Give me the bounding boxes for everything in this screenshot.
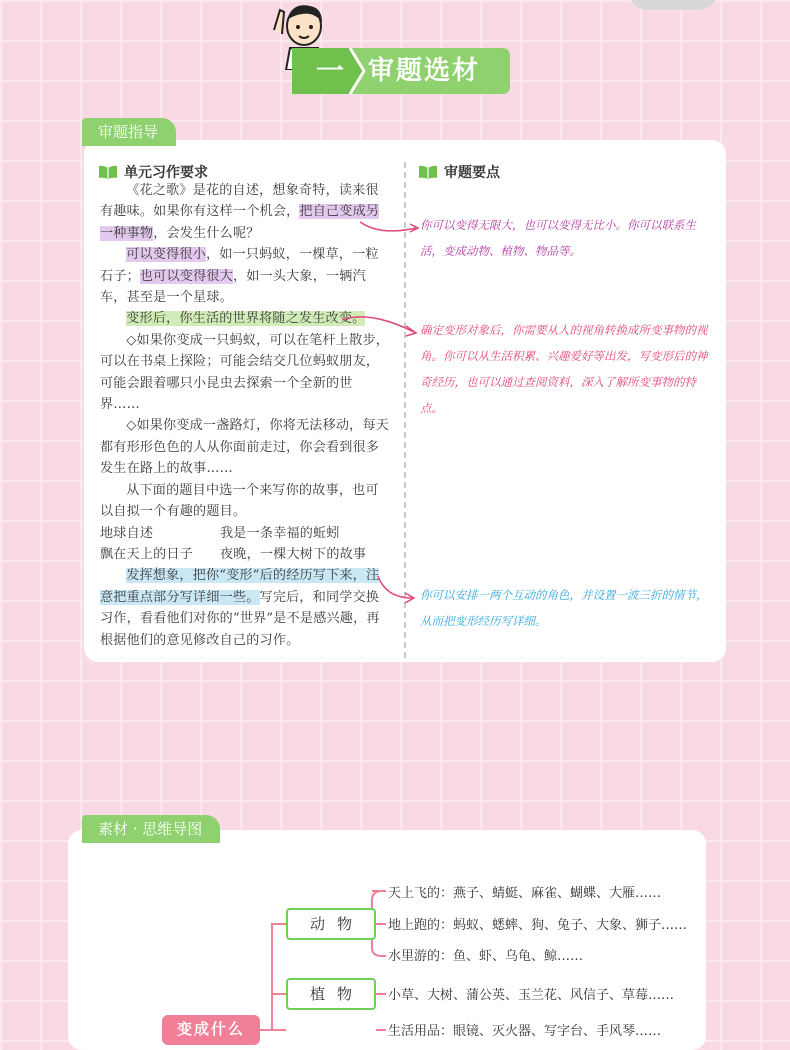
paragraph-1: 《花之歌》是花的自述，想象奇特，读来很有趣味。如果你有这样一个机会，把自己变成另一种事物，会发生什么呢？ bbox=[100, 183, 380, 241]
paragraph-7: 发挥想象，把你“变形”后的经历写下来，注意把重点部分写详细一些。写完后，和同学交换习作，看看他们对你的“世界”是不是感兴趣，再根据他们的意见修改自己的习作。 bbox=[100, 568, 380, 648]
section-banner bbox=[292, 48, 510, 94]
highlight-small: 可以变得很小 bbox=[126, 247, 206, 263]
paragraph-5: ◇如果你变成一盏路灯，你将无法移动，每天都有形形色色的人从你面前走过，你会看到很多发生在路上的故事…… bbox=[100, 418, 390, 477]
note-plot: 你可以安排一两个互动的角色，并设置一波三折的情节，从而把变形经历写详细。 bbox=[420, 588, 708, 628]
paragraph-3 bbox=[100, 308, 392, 329]
guide-tab: 审题指导 bbox=[82, 118, 176, 146]
mindmap-node-animal: 动物 bbox=[286, 908, 376, 940]
mindmap-tab: 素材 · 思维导图 bbox=[82, 815, 220, 843]
section-number: 一 bbox=[315, 54, 344, 87]
mindmap-leaf-fly: 天上飞的：燕子、蜻蜓、麻雀、蝴蝶、大雁…… bbox=[388, 886, 662, 901]
right-heading-text: 审题要点 bbox=[444, 165, 500, 181]
mindmap-root: 变成什么 bbox=[162, 1015, 260, 1045]
book-icon bbox=[418, 165, 438, 179]
requirement-text bbox=[100, 180, 392, 651]
note-perspective: 确定变形对象后，你需要从人的视角转换成所变事物的视角。你可以从生活积累、兴趣爱好等出发，写变形后的神奇经历，也可以通过查阅资料，深入了解所变事物的特点。 bbox=[420, 323, 708, 415]
section-title: 审题选材 bbox=[368, 56, 481, 86]
mindmap-leaf-swim: 水里游的：鱼、虾、乌龟、鲸…… bbox=[388, 949, 584, 964]
mindmap-leaf-run: 地上跑的：蚂蚁、蟋蟀、狗、兔子、大象、狮子…… bbox=[388, 918, 688, 933]
mindmap-node-plant: 植物 bbox=[286, 978, 376, 1010]
top-tab-decoration bbox=[628, 0, 718, 10]
left-heading-text: 单元习作要求 bbox=[124, 165, 208, 181]
highlight-transform: 把自己变成另一种事物 bbox=[100, 204, 380, 241]
paragraph-4: ◇如果你变成一只蚂蚁，可以在笔杆上散步，可以在书桌上探险；可能会结交几位蚂蚁朋友，可能会跟着哪只小昆虫去探索一个全新的世界…… bbox=[100, 332, 390, 413]
topic-row-1: 地球自述 我是一条幸福的蚯蚓 bbox=[100, 525, 340, 541]
highlight-big: 也可以变得很大 bbox=[139, 268, 233, 284]
highlight-write-detail: 发挥想象，把你“变形”后的经历写下来，注意把重点部分写详细一些。 bbox=[100, 568, 380, 605]
highlight-world-change: 变形后，你生活的世界将随之发生改变。 bbox=[126, 311, 366, 327]
book-icon bbox=[98, 165, 118, 179]
paragraph-2: 可以变得很小，如一只蚂蚁，一棵草，一粒石子；也可以变得很大，如一头大象，一辆汽车，甚至是一个星球。 bbox=[100, 247, 379, 306]
mindmap-leaf-objects: 生活用品：眼镜、灭火器、写字台、手风琴…… bbox=[388, 1024, 662, 1039]
right-column-heading bbox=[418, 162, 500, 182]
paragraph-6: 从下面的题目中选一个来写你的故事，也可以自拟一个有趣的题目。 bbox=[100, 482, 379, 520]
note-transform: 你可以变得无限大，也可以变得无比小。你可以联系生活，变成动物、植物、物品等。 bbox=[420, 218, 696, 258]
topic-row-2: 飘在天上的日子 夜晚，一棵大树下的故事 bbox=[100, 546, 367, 562]
mindmap-leaf-plant: 小草、大树、蒲公英、玉兰花、风信子、草莓…… bbox=[388, 988, 675, 1003]
column-divider bbox=[404, 162, 406, 658]
left-column-heading bbox=[98, 162, 208, 182]
